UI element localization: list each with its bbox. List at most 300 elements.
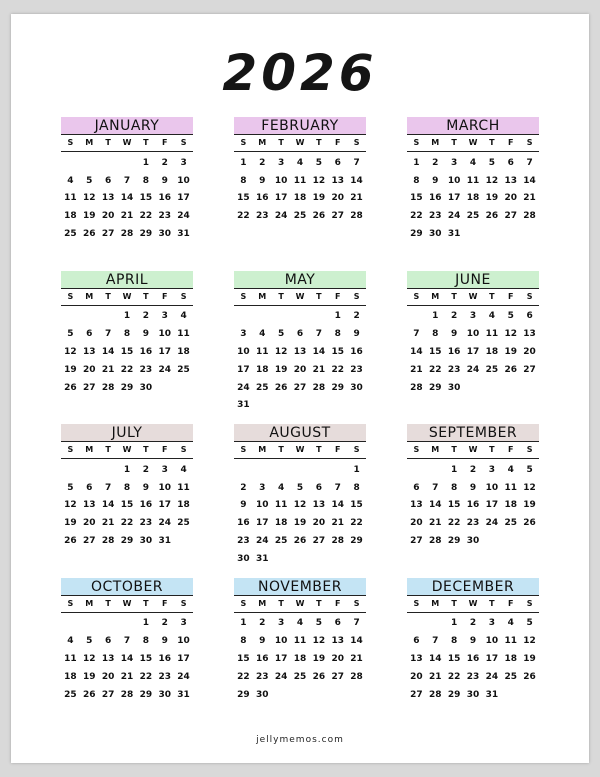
weekday-label: S bbox=[526, 291, 533, 301]
weekday-label: S bbox=[180, 445, 187, 454]
day-number: 27 bbox=[101, 689, 115, 700]
weekday-label: S bbox=[180, 138, 187, 147]
weekday-label: M bbox=[85, 291, 94, 301]
day-number: 21 bbox=[331, 518, 344, 529]
day-number: 21 bbox=[312, 364, 326, 375]
month-september bbox=[407, 424, 539, 578]
day-number: 22 bbox=[237, 671, 250, 682]
day-number: 28 bbox=[331, 536, 344, 547]
day-number: 8 bbox=[123, 482, 131, 493]
day-number: 25 bbox=[64, 689, 77, 700]
day-number: 16 bbox=[429, 193, 442, 204]
day-number: 13 bbox=[101, 193, 115, 204]
day-number: 30 bbox=[139, 536, 153, 547]
day-number: 2 bbox=[451, 311, 458, 322]
day-number: 28 bbox=[350, 671, 363, 682]
day-number: 7 bbox=[105, 329, 112, 340]
day-number: 14 bbox=[312, 346, 326, 357]
day-number: 26 bbox=[293, 536, 307, 547]
weekday-header bbox=[61, 596, 193, 613]
day-number: 3 bbox=[278, 618, 285, 629]
month-name-august: AUGUST bbox=[234, 424, 366, 442]
weekday-label: F bbox=[507, 598, 514, 608]
day-number: 21 bbox=[523, 193, 536, 204]
day-number: 13 bbox=[83, 346, 96, 357]
weekday-label: W bbox=[468, 598, 478, 608]
day-number: 4 bbox=[296, 618, 304, 629]
day-number: 26 bbox=[523, 518, 536, 529]
day-number: 1 bbox=[334, 311, 341, 322]
day-number: 12 bbox=[312, 636, 326, 647]
day-number: 15 bbox=[350, 500, 363, 511]
day-number: 21 bbox=[350, 193, 363, 204]
weekday-label: W bbox=[468, 138, 478, 147]
day-number: 28 bbox=[429, 689, 442, 700]
day-number: 17 bbox=[274, 193, 288, 204]
day-number: 11 bbox=[64, 653, 77, 664]
day-number: 2 bbox=[259, 618, 266, 629]
month-november bbox=[234, 578, 366, 732]
day-number: 29 bbox=[331, 382, 344, 393]
weekday-label: S bbox=[526, 598, 533, 608]
day-number: 29 bbox=[429, 382, 442, 393]
day-number: 9 bbox=[432, 175, 439, 186]
day-number: 6 bbox=[296, 329, 304, 340]
day-number: 2 bbox=[432, 157, 439, 168]
weekday-label: S bbox=[67, 138, 74, 147]
day-number: 13 bbox=[331, 175, 344, 186]
weekday-header bbox=[234, 596, 366, 613]
day-number: 8 bbox=[413, 175, 420, 186]
day-number: 10 bbox=[158, 329, 171, 340]
days-grid bbox=[234, 613, 366, 704]
day-number: 27 bbox=[83, 382, 96, 393]
day-number: 20 bbox=[101, 211, 115, 222]
day-number: 26 bbox=[64, 536, 77, 547]
month-december bbox=[407, 578, 539, 732]
day-number: 30 bbox=[237, 553, 250, 564]
day-number: 20 bbox=[410, 671, 423, 682]
day-number: 4 bbox=[469, 157, 477, 168]
weekday-label: T bbox=[143, 445, 149, 454]
day-number: 22 bbox=[429, 364, 442, 375]
weekday-label: T bbox=[143, 138, 149, 147]
day-number: 31 bbox=[256, 553, 269, 564]
day-number: 22 bbox=[139, 211, 153, 222]
day-number: 30 bbox=[350, 382, 363, 393]
day-number: 21 bbox=[120, 671, 134, 682]
day-number: 17 bbox=[158, 500, 171, 511]
day-number: 5 bbox=[67, 482, 74, 493]
day-number: 14 bbox=[523, 175, 536, 186]
day-number: 19 bbox=[83, 671, 96, 682]
day-number: 5 bbox=[86, 636, 93, 647]
day-number: 2 bbox=[142, 464, 149, 475]
day-number: 14 bbox=[101, 500, 115, 511]
day-number: 8 bbox=[451, 636, 458, 647]
day-number: 21 bbox=[429, 518, 442, 529]
day-number: 15 bbox=[237, 193, 250, 204]
day-number: 4 bbox=[507, 618, 514, 629]
day-number: 19 bbox=[293, 518, 307, 529]
day-number: 16 bbox=[237, 518, 250, 529]
day-number: 7 bbox=[526, 157, 533, 168]
day-number: 3 bbox=[180, 157, 187, 168]
days-grid bbox=[407, 152, 539, 243]
day-number: 23 bbox=[256, 671, 269, 682]
day-number: 27 bbox=[410, 536, 423, 547]
day-number: 9 bbox=[259, 636, 266, 647]
day-number: 13 bbox=[410, 500, 423, 511]
day-number: 14 bbox=[429, 653, 442, 664]
day-number: 11 bbox=[274, 500, 288, 511]
day-number: 19 bbox=[523, 500, 536, 511]
day-number: 30 bbox=[447, 382, 461, 393]
days-grid bbox=[61, 306, 193, 397]
weekday-label: T bbox=[316, 291, 322, 301]
day-number: 11 bbox=[293, 636, 307, 647]
days-grid bbox=[61, 459, 193, 550]
day-number: 27 bbox=[523, 364, 536, 375]
day-number: 6 bbox=[413, 636, 420, 647]
day-number: 24 bbox=[274, 671, 288, 682]
day-number: 1 bbox=[240, 157, 247, 168]
day-number: 22 bbox=[139, 671, 153, 682]
day-number: 10 bbox=[237, 346, 250, 357]
weekday-header bbox=[234, 442, 366, 459]
day-number: 17 bbox=[256, 518, 269, 529]
day-number: 15 bbox=[447, 653, 461, 664]
day-number: 24 bbox=[158, 518, 171, 529]
day-number: 20 bbox=[83, 364, 96, 375]
day-number: 2 bbox=[161, 618, 168, 629]
weekday-label: F bbox=[507, 445, 514, 454]
day-number: 19 bbox=[485, 193, 499, 204]
weekday-header bbox=[61, 442, 193, 459]
weekday-header bbox=[234, 135, 366, 152]
day-number: 6 bbox=[507, 157, 514, 168]
weekday-label: M bbox=[431, 445, 440, 454]
weekday-label: T bbox=[143, 598, 149, 608]
day-number: 18 bbox=[177, 346, 190, 357]
day-number: 6 bbox=[315, 482, 322, 493]
day-number: 8 bbox=[123, 329, 131, 340]
day-number: 4 bbox=[488, 311, 495, 322]
day-number: 3 bbox=[488, 464, 495, 475]
day-number: 18 bbox=[504, 653, 517, 664]
weekday-label: W bbox=[122, 445, 132, 454]
day-number: 18 bbox=[274, 518, 288, 529]
day-number: 13 bbox=[293, 346, 307, 357]
day-number: 18 bbox=[177, 500, 190, 511]
day-number: 16 bbox=[256, 193, 269, 204]
day-number: 12 bbox=[523, 482, 536, 493]
weekday-header bbox=[61, 135, 193, 152]
day-number: 24 bbox=[158, 364, 171, 375]
weekday-label: T bbox=[489, 291, 495, 301]
month-name-october: OCTOBER bbox=[61, 578, 193, 596]
day-number: 5 bbox=[526, 464, 533, 475]
day-number: 14 bbox=[101, 346, 115, 357]
weekday-label: T bbox=[105, 598, 111, 608]
day-number: 1 bbox=[451, 464, 458, 475]
weekday-header bbox=[407, 289, 539, 306]
day-number: 4 bbox=[180, 311, 187, 322]
day-number: 10 bbox=[274, 636, 288, 647]
day-number: 17 bbox=[274, 653, 288, 664]
day-number: 7 bbox=[123, 175, 131, 186]
day-number: 25 bbox=[256, 382, 269, 393]
day-number: 25 bbox=[485, 364, 499, 375]
day-number: 30 bbox=[139, 382, 153, 393]
day-number: 12 bbox=[83, 193, 96, 204]
day-number: 26 bbox=[83, 229, 96, 240]
weekday-label: T bbox=[105, 138, 111, 147]
day-number: 27 bbox=[312, 536, 326, 547]
weekday-header bbox=[61, 289, 193, 306]
day-number: 10 bbox=[274, 175, 288, 186]
day-number: 14 bbox=[120, 193, 134, 204]
day-number: 16 bbox=[350, 346, 363, 357]
day-number: 22 bbox=[410, 211, 423, 222]
month-name-january: JANUARY bbox=[61, 117, 193, 135]
day-number: 25 bbox=[293, 211, 307, 222]
day-number: 12 bbox=[64, 346, 77, 357]
day-number: 11 bbox=[504, 482, 517, 493]
month-name-april: APRIL bbox=[61, 271, 193, 289]
day-number: 7 bbox=[123, 636, 131, 647]
day-number: 26 bbox=[64, 382, 77, 393]
day-number: 9 bbox=[142, 482, 149, 493]
month-name-november: NOVEMBER bbox=[234, 578, 366, 596]
days-grid bbox=[234, 459, 366, 568]
day-number: 3 bbox=[488, 618, 495, 629]
day-number: 25 bbox=[293, 671, 307, 682]
month-may bbox=[234, 271, 366, 425]
day-number: 31 bbox=[177, 229, 190, 240]
day-number: 11 bbox=[293, 175, 307, 186]
day-number: 26 bbox=[312, 211, 326, 222]
weekday-header bbox=[407, 135, 539, 152]
weekday-label: S bbox=[240, 291, 247, 301]
day-number: 15 bbox=[331, 346, 344, 357]
day-number: 3 bbox=[161, 311, 168, 322]
day-number: 23 bbox=[429, 211, 442, 222]
days-grid bbox=[61, 613, 193, 704]
day-number: 9 bbox=[259, 175, 266, 186]
weekday-label: F bbox=[507, 291, 514, 301]
day-number: 18 bbox=[485, 346, 499, 357]
weekday-label: W bbox=[295, 291, 305, 301]
day-number: 15 bbox=[120, 346, 134, 357]
day-number: 12 bbox=[274, 346, 288, 357]
day-number: 22 bbox=[447, 671, 461, 682]
day-number: 14 bbox=[350, 175, 363, 186]
day-number: 29 bbox=[237, 689, 250, 700]
day-number: 23 bbox=[139, 518, 153, 529]
day-number: 18 bbox=[64, 211, 77, 222]
day-number: 16 bbox=[139, 346, 153, 357]
day-number: 24 bbox=[485, 518, 499, 529]
day-number: 5 bbox=[296, 482, 304, 493]
day-number: 27 bbox=[504, 211, 517, 222]
footer-website: jellymemos.com bbox=[256, 735, 344, 745]
day-number: 10 bbox=[177, 636, 190, 647]
day-number: 20 bbox=[504, 193, 517, 204]
day-number: 23 bbox=[447, 364, 461, 375]
weekday-label: S bbox=[353, 291, 360, 301]
weekday-label: M bbox=[258, 445, 267, 454]
day-number: 20 bbox=[331, 653, 344, 664]
day-number: 7 bbox=[413, 329, 420, 340]
weekday-label: F bbox=[334, 291, 341, 301]
day-number: 16 bbox=[466, 653, 480, 664]
day-number: 19 bbox=[64, 518, 77, 529]
day-number: 19 bbox=[523, 653, 536, 664]
day-number: 14 bbox=[429, 500, 442, 511]
month-name-september: SEPTEMBER bbox=[407, 424, 539, 442]
day-number: 8 bbox=[353, 482, 360, 493]
weekday-label: T bbox=[451, 291, 457, 301]
day-number: 21 bbox=[410, 364, 423, 375]
day-number: 15 bbox=[139, 653, 153, 664]
weekday-label: T bbox=[105, 445, 111, 454]
day-number: 24 bbox=[237, 382, 250, 393]
day-number: 9 bbox=[161, 175, 168, 186]
month-april bbox=[61, 271, 193, 425]
weekday-label: W bbox=[122, 598, 132, 608]
day-number: 27 bbox=[331, 211, 344, 222]
day-number: 4 bbox=[259, 329, 266, 340]
day-number: 26 bbox=[83, 689, 96, 700]
day-number: 2 bbox=[259, 157, 266, 168]
month-june bbox=[407, 271, 539, 425]
day-number: 24 bbox=[177, 671, 190, 682]
weekday-label: F bbox=[334, 598, 341, 608]
day-number: 26 bbox=[312, 671, 326, 682]
day-number: 22 bbox=[331, 364, 344, 375]
weekday-label: S bbox=[240, 138, 247, 147]
day-number: 31 bbox=[158, 536, 171, 547]
day-number: 11 bbox=[504, 636, 517, 647]
day-number: 3 bbox=[451, 157, 458, 168]
day-number: 4 bbox=[278, 482, 285, 493]
weekday-label: M bbox=[431, 138, 440, 147]
day-number: 19 bbox=[312, 193, 326, 204]
day-number: 2 bbox=[469, 618, 477, 629]
day-number: 25 bbox=[504, 671, 517, 682]
weekday-label: S bbox=[67, 291, 74, 301]
weekday-label: F bbox=[334, 445, 341, 454]
day-number: 12 bbox=[83, 653, 96, 664]
weekday-label: M bbox=[258, 138, 267, 147]
day-number: 23 bbox=[158, 211, 171, 222]
weekday-label: S bbox=[413, 445, 420, 454]
day-number: 10 bbox=[447, 175, 461, 186]
day-number: 31 bbox=[177, 689, 190, 700]
day-number: 3 bbox=[259, 482, 266, 493]
day-number: 18 bbox=[64, 671, 77, 682]
day-number: 9 bbox=[142, 329, 149, 340]
month-march bbox=[407, 117, 539, 271]
day-number: 8 bbox=[142, 175, 149, 186]
day-number: 20 bbox=[293, 364, 307, 375]
weekday-label: S bbox=[353, 598, 360, 608]
day-number: 21 bbox=[429, 671, 442, 682]
month-february bbox=[234, 117, 366, 271]
weekday-label: S bbox=[180, 291, 187, 301]
month-name-december: DECEMBER bbox=[407, 578, 539, 596]
day-number: 9 bbox=[240, 500, 247, 511]
day-number: 21 bbox=[350, 653, 363, 664]
weekday-header bbox=[234, 289, 366, 306]
day-number: 11 bbox=[485, 329, 499, 340]
day-number: 3 bbox=[161, 464, 168, 475]
day-number: 5 bbox=[278, 329, 285, 340]
day-number: 16 bbox=[139, 500, 153, 511]
day-number: 1 bbox=[240, 618, 247, 629]
day-number: 14 bbox=[331, 500, 344, 511]
day-number: 27 bbox=[83, 536, 96, 547]
year-title: 2026 bbox=[222, 44, 378, 102]
day-number: 26 bbox=[523, 671, 536, 682]
day-number: 10 bbox=[256, 500, 269, 511]
day-number: 13 bbox=[504, 175, 517, 186]
day-number: 15 bbox=[120, 500, 134, 511]
day-number: 20 bbox=[312, 518, 326, 529]
day-number: 13 bbox=[410, 653, 423, 664]
day-number: 6 bbox=[105, 636, 112, 647]
day-number: 27 bbox=[101, 229, 115, 240]
day-number: 5 bbox=[86, 175, 93, 186]
day-number: 17 bbox=[177, 193, 190, 204]
day-number: 29 bbox=[447, 536, 461, 547]
day-number: 20 bbox=[101, 671, 115, 682]
day-number: 29 bbox=[120, 536, 134, 547]
day-number: 20 bbox=[83, 518, 96, 529]
day-number: 2 bbox=[161, 157, 168, 168]
day-number: 11 bbox=[256, 346, 269, 357]
day-number: 16 bbox=[447, 346, 461, 357]
day-number: 20 bbox=[523, 346, 536, 357]
weekday-label: F bbox=[161, 445, 168, 454]
day-number: 14 bbox=[120, 653, 134, 664]
day-number: 1 bbox=[142, 157, 149, 168]
day-number: 17 bbox=[485, 500, 499, 511]
day-number: 31 bbox=[447, 229, 461, 240]
day-number: 9 bbox=[451, 329, 458, 340]
day-number: 12 bbox=[64, 500, 77, 511]
day-number: 2 bbox=[353, 311, 360, 322]
day-number: 4 bbox=[67, 175, 74, 186]
day-number: 22 bbox=[120, 518, 134, 529]
day-number: 11 bbox=[64, 193, 77, 204]
weekday-label: F bbox=[507, 138, 514, 147]
weekday-label: T bbox=[278, 138, 284, 147]
day-number: 23 bbox=[466, 518, 480, 529]
weekday-label: T bbox=[105, 291, 111, 301]
month-name-february: FEBRUARY bbox=[234, 117, 366, 135]
weekday-label: T bbox=[451, 598, 457, 608]
day-number: 17 bbox=[466, 346, 480, 357]
weekday-label: T bbox=[316, 138, 322, 147]
day-number: 12 bbox=[485, 175, 499, 186]
day-number: 1 bbox=[413, 157, 420, 168]
weekday-label: S bbox=[413, 138, 420, 147]
day-number: 9 bbox=[469, 482, 477, 493]
weekday-label: S bbox=[526, 138, 533, 147]
day-number: 2 bbox=[142, 311, 149, 322]
